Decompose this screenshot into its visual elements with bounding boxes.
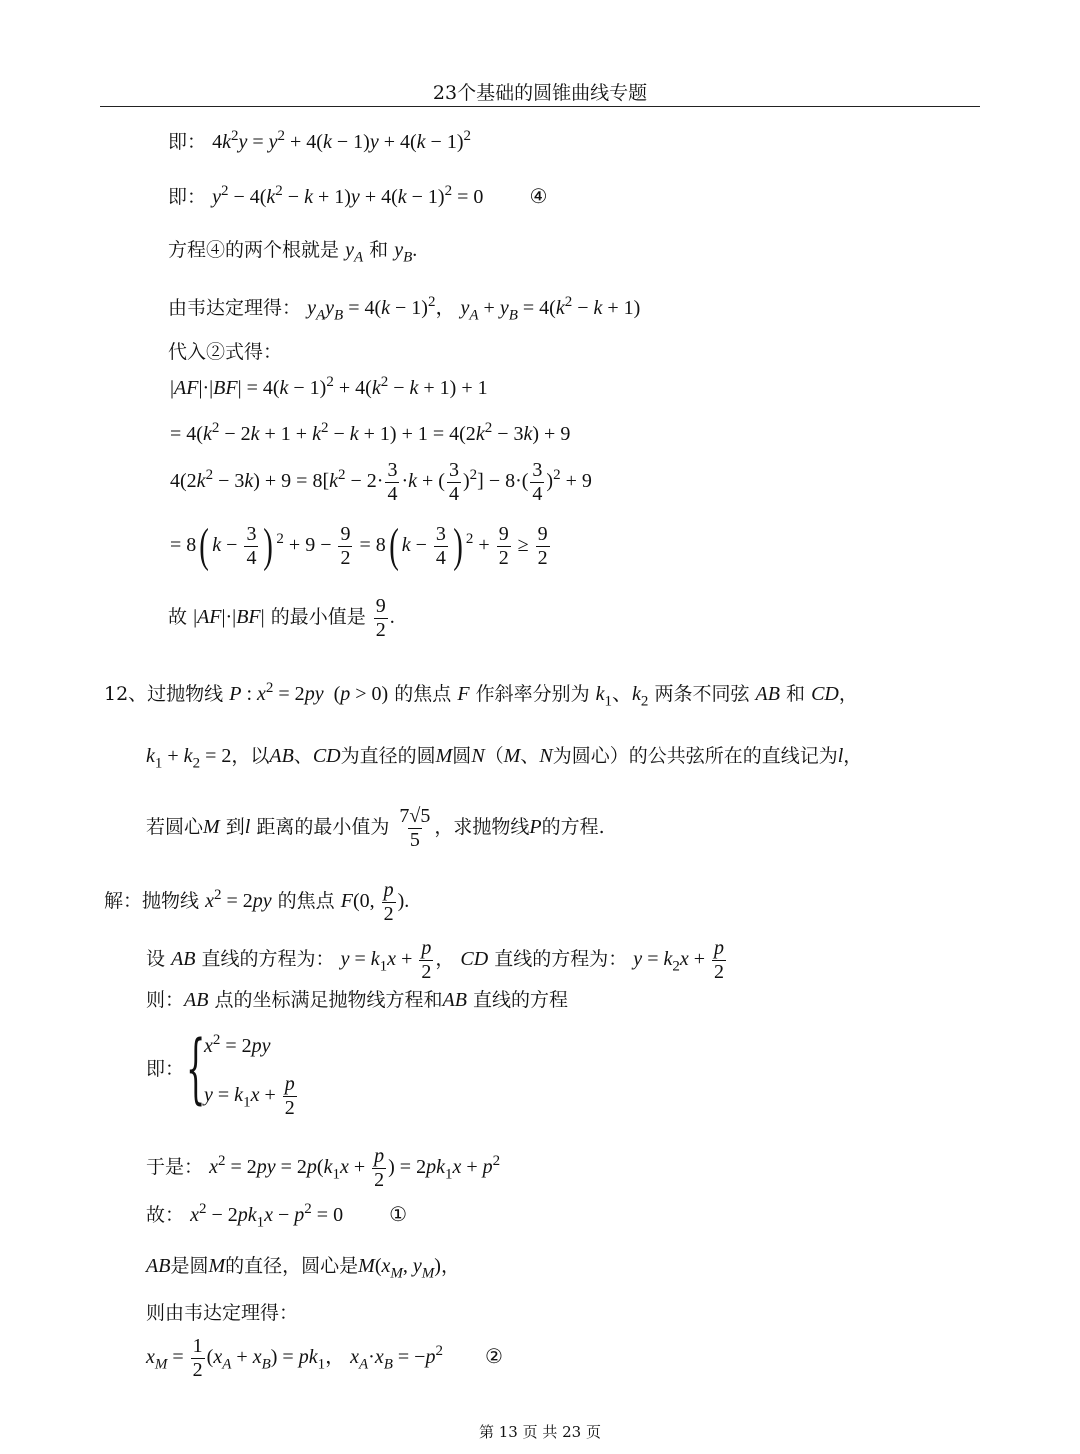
page-header: 23个基础的圆锥曲线专题 [432,82,648,104]
roots-line: 方程④的两个根就是 $y_A$ 和 $y_B$. [168,239,418,266]
gu-line: 故： $x^2 - 2pk_1x - p^2 = 0$ ① [146,1200,408,1231]
then-line: 则：AB 点的坐标满足抛物线方程和AB 直线的方程 [146,989,569,1011]
eq-line-6: $|AF|\cdot|BF| = 4(k - 1)^2 + 4(k^2 - k + 1) + 1$ [170,373,488,399]
vieta-line: 由韦达定理得： $y_Ay_B = 4(k - 1)^2$， $y_A + y_B = 4(k^2 - k + 1)$ [168,293,641,324]
circled-2: ② [485,1344,503,1369]
eq-line-1: 即： $4k^2y = y^2 + 4(k - 1)y + 4(k - 1)^2$ [168,127,471,153]
circled-1: ① [389,1202,408,1226]
min-line: 故 |AF|·|BF| 的最小值是 $\frac{9}{2}$ . [168,595,395,641]
label-ji: 即： [168,186,207,208]
circled-4: ④ [529,184,548,208]
sol-line: 解：抛物线 $x^2 = 2py$ 的焦点 F(0, $\frac{p}{2}$ ). [104,879,410,925]
eq-line-9: = 8( k − $\frac{3}{4}$ ) $^2$ + 9 − $\frac{9}{2}$ = 8( k − $\frac{3}{4}$ ) $^2$ + $\frac{9}{2}$ ≥ $\frac{9}{2}$ [170,519,548,572]
q12-line-1: 12、过抛物线 P : $x^2 = 2py$ (p > 0) 的焦点 F 作斜率分别为 $k_1$、$k_2$ 两条不同弦 AB 和 CD， [104,679,858,710]
eq-line-2: 即： $y^2 - 4(k^2 - k + 1)y + 4(k - 1)^2 = 0$ ④ [168,182,548,208]
diam-line: AB是圆M的直径，圆心是$M(x_M$, $y_M$)， [146,1255,460,1282]
q12-line-2: $k_1 + k_2 = 2$，以AB、CD为直径的圆M圆N（M、N为圆心）的公共弦所在的直线记为l， [146,745,863,772]
system-eq-2: $y = k_1x$ + $\frac{p}{2}$ [204,1073,295,1119]
eq-line-7: = $4(k^2 - 2k + 1 + k^2 - k + 1) + 1 = 4(2k^2 - 3k) + 9$ [170,419,571,445]
yushi-line: 于是： $x^2 = 2py = 2p(k_1x$ + $\frac{p}{2}$ ) = $2pk_1x + p^2$ [146,1145,501,1191]
page-footer: 第 13 页 共 23 页 [478,1423,601,1441]
subst-line: 代入②式得： [168,341,283,363]
system-eq-1: $x^2 = 2py$ [204,1031,271,1057]
final-line: $x_M$ = $\frac{1}{2}$ $(x_A + x_B) = pk_1$， $x_A\cdot x_B = -p^2$ ② [146,1335,503,1381]
vieta2-line: 则由韦达定理得： [146,1302,299,1324]
eq-line-8: $4(2k^2 - 3k) + 9 = 8[k^2 - 2\cdot$ $\frac{3}{4}$ ·k + ( $\frac{3}{4}$ )$^2$] − 8·( $\frac{3}{4}$ )$^2$ + 9 [170,459,592,505]
header-rule [100,106,980,107]
q12-line-3: 若圆心M 到l 距离的最小值为 $\frac{7√5}{5}$ ，求抛物线P的方程. [146,805,605,851]
left-brace: { [186,1023,206,1112]
ab-cd-line: 设 AB 直线的方程为： $y = k_1x$ + $\frac{p}{2}$ ， CD 直线的方程为： $y = k_2x$ + $\frac{p}{2}$ [146,937,725,983]
system-label: 即： [146,1058,185,1080]
label-ji: 即： [168,131,207,153]
